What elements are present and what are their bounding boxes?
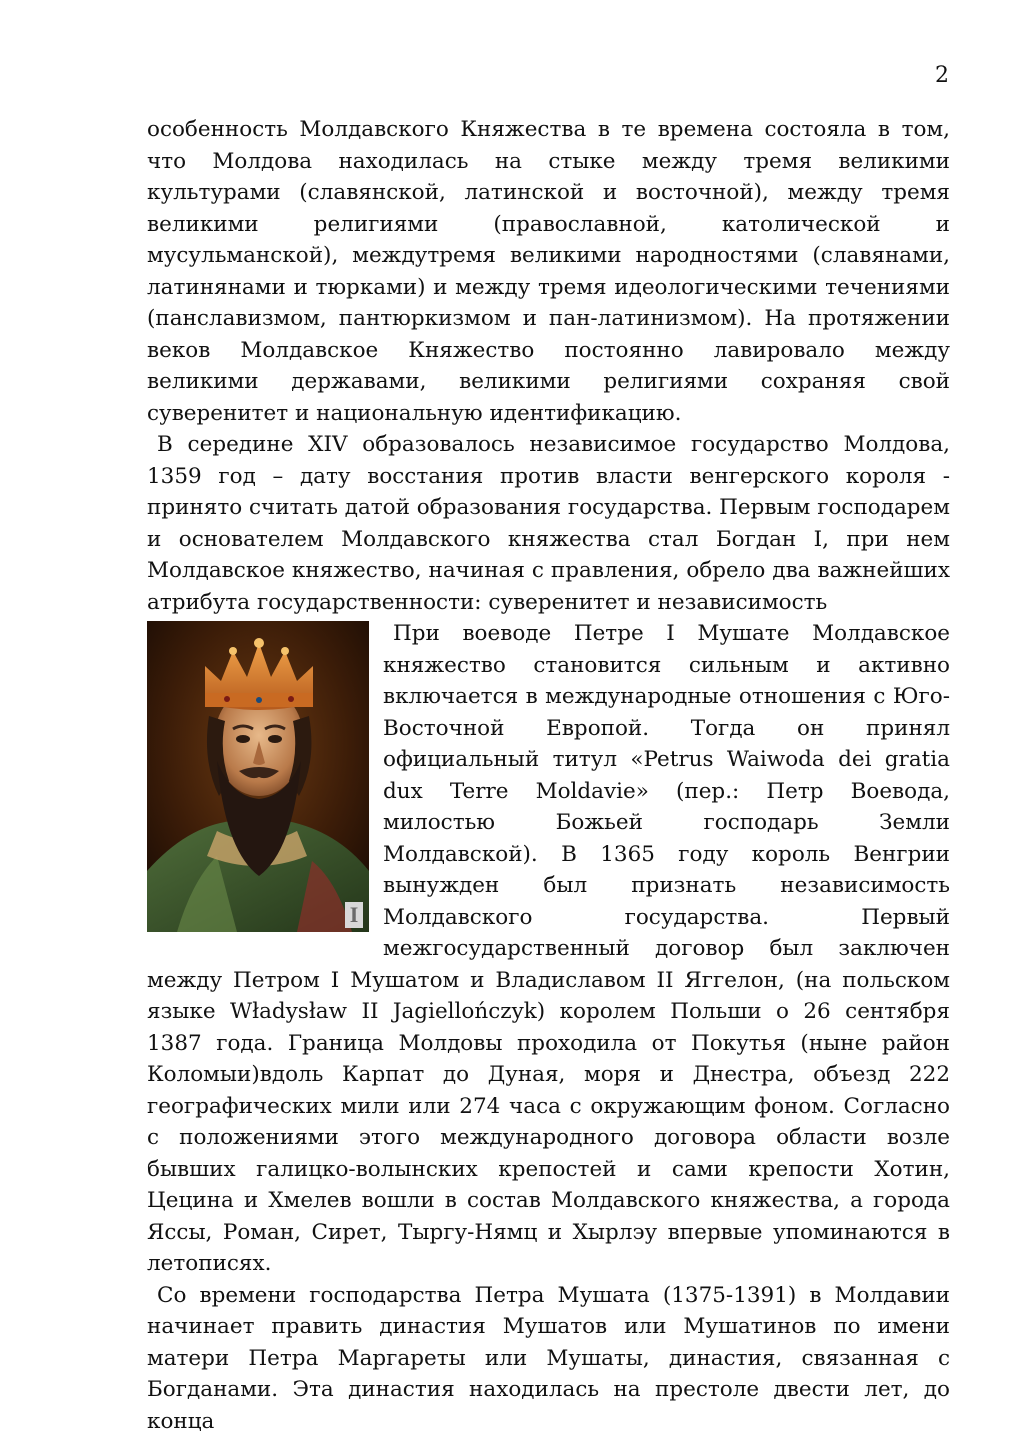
paragraph-1: особенность Молдавского Княжества в те времена состояла в том, что Молдова находилась на стыке между тремя великими культурами (славянской, латинской и восточной), между тремя великими религиями (православной, католической и мусульманской), междутремя великими народностями (славянами, латинянами и тюрками) и между тремя идеологическими течениями (панславизмом, пантюркизмом и пан-латинизмом). На протяжении веков Молдавское Княжество постоянно лавировало между великими державами, великими религиями сохраняя свой суверенитет и национальную идентификацию. — [147, 117, 950, 426]
portrait-image — [147, 621, 369, 932]
paragraph-2: В середине XIV образовалось независимое государство Молдова, 1359 год – дату восстания против власти венгерского короля - принято считать датой образования государства. Первым господарем и основателем Молдавского княжества стал Богдан I, при нем Молдавское княжество, начиная с правления, обрело два важнейших атрибута государственности: суверенитет и независимость — [147, 432, 950, 615]
roman-numeral-badge: I — [345, 902, 363, 928]
paragraph-3: При воеводе Петре I Мушате Молдавское княжество становится сильным и активно включается в международные отношения с Юго-Восточной Европой. Тогда он принял официальный титул «Petrus Waiwoda dei gratia dux Terre Moldavie» (пер.: Петр Воевода, милостью Божьей господарь Земли Молдавской). В 1365 году король Венгрии вынужден был признать независимость Молдавского государства. Первый межгосударственный договор был заключен между Петром I Мушатом и Владиславом II Яггелон, (на польском языке Władysław II Jagiellończyk) королем Польши о 26 сентября 1387 года. Граница Молдовы проходила от Покутья (ныне район Коломыи)вдоль Карпат до Дуная, моря и Днестра, объезд 222 географических мили или 274 часа с окружающим фоном. Согласно с положениями этого международного договора области возле бывших галицко-волынских крепостей и сами крепости Хотин, Цецина и Хмелев вошли в состав Молдавского княжества, а города Яссы, Роман, Сирет, Тыргу-Нямц и Хырлэу впервые упоминаются в летописях. — [147, 621, 950, 1276]
page-number: 2 — [935, 63, 949, 88]
portrait-painting-icon — [147, 621, 369, 932]
document-body — [147, 114, 950, 1437]
paragraph-4: Со времени господарства Петра Мушата (1375-1391) в Молдавии начинает править династия Мушатов или Мушатинов по имени матери Петра Маргареты или Мушаты, династия, связанная с Богданами. Эта династия находилась на престоле двести лет, до конца — [147, 1282, 950, 1434]
